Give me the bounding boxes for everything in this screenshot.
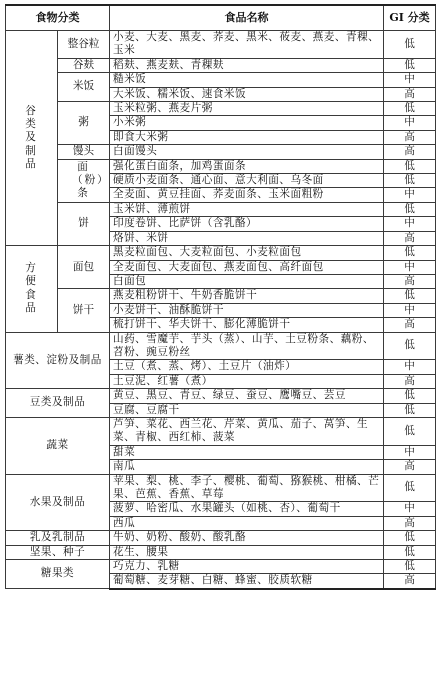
food-name-cell: 芦笋、菜花、西兰花、芹菜、黄瓜、茄子、莴笋、生菜、青椒、西红柿、菠菜	[110, 417, 384, 445]
table-row	[6, 31, 436, 59]
gi-cell: 高	[384, 231, 436, 245]
table-row	[6, 417, 436, 445]
gi-cell: 低	[384, 31, 436, 59]
table-row	[6, 545, 436, 559]
food-name-cell: 土豆泥、红薯（煮）	[110, 374, 384, 388]
food-name-cell: 小米粥	[110, 116, 384, 130]
food-name-cell: 山药、雪魔芋、芋头（蒸）、山芋、土豆粉条、藕粉、苕粉、豌豆粉丝	[110, 332, 384, 360]
food-name-cell: 甜菜	[110, 445, 384, 459]
gi-cell: 高	[384, 145, 436, 159]
table-row	[6, 58, 436, 72]
food-name-cell: 印度卷饼、比萨饼（含乳酪）	[110, 217, 384, 231]
gi-cell: 低	[384, 102, 436, 116]
gi-cell: 低	[384, 560, 436, 574]
gi-cell: 中	[384, 116, 436, 130]
gi-cell: 高	[384, 87, 436, 101]
food-name-cell: 玉米粒粥、燕麦片粥	[110, 102, 384, 116]
gi-cell: 低	[384, 202, 436, 216]
subcategory-cell: 馒头	[58, 145, 110, 159]
gi-cell: 低	[384, 417, 436, 445]
gi-cell: 高	[384, 318, 436, 332]
table-row	[6, 102, 436, 116]
subcategory-cell: 谷麸	[58, 58, 110, 72]
food-name-cell: 牛奶、奶粉、酸奶、酸乳酪	[110, 531, 384, 545]
gi-cell: 低	[384, 332, 436, 360]
food-name-cell: 大米饭、糯米饭、速食米饭	[110, 87, 384, 101]
table-row	[6, 73, 436, 87]
gi-cell: 中	[384, 260, 436, 274]
table-row	[6, 202, 436, 216]
gi-cell: 中	[384, 73, 436, 87]
gi-cell: 低	[384, 159, 436, 173]
food-name-cell: 烙饼、米饼	[110, 231, 384, 245]
category-cell: 谷类及制品	[6, 31, 58, 246]
table-header-row	[6, 5, 436, 31]
gi-cell: 中	[384, 502, 436, 516]
food-name-cell: 巧克力、乳糖	[110, 560, 384, 574]
gi-cell: 高	[384, 574, 436, 589]
food-name-cell: 燕麦粗粉饼干、牛奶香脆饼干	[110, 289, 384, 303]
gi-cell: 高	[384, 516, 436, 530]
table-row	[6, 289, 436, 303]
food-name-cell: 花生、腰果	[110, 545, 384, 559]
gi-cell: 低	[384, 403, 436, 417]
gi-cell: 低	[384, 246, 436, 260]
food-name-cell: 即食大米粥	[110, 130, 384, 144]
subcategory-cell: 饼干	[58, 289, 110, 332]
food-name-cell: 土豆（煮、蒸、烤）、土豆片（油炸）	[110, 360, 384, 374]
gi-cell: 低	[384, 474, 436, 502]
category-cell: 乳及乳制品	[6, 531, 110, 545]
category-cell: 薯类、淀粉及制品	[6, 332, 110, 389]
gi-cell: 低	[384, 174, 436, 188]
header-food-name: 食品名称	[110, 5, 384, 31]
gi-cell: 中	[384, 445, 436, 459]
table-row	[6, 474, 436, 502]
table-row	[6, 560, 436, 574]
food-name-cell: 强化蛋白面条，加鸡蛋面条	[110, 159, 384, 173]
food-name-cell: 菠萝、哈密瓜、水果罐头（如桃、杏）、葡萄干	[110, 502, 384, 516]
gi-cell: 低	[384, 531, 436, 545]
gi-cell: 低	[384, 58, 436, 72]
header-gi-class: GI 分类	[384, 5, 436, 31]
category-cell: 蔬菜	[6, 417, 110, 474]
food-name-cell: 葡萄糖、麦芽糖、白糖、蜂蜜、胶质软糖	[110, 574, 384, 589]
category-cell: 豆类及制品	[6, 389, 110, 418]
subcategory-cell: 面包	[58, 246, 110, 289]
food-name-cell: 全麦面包、大麦面包、燕麦面包、高纤面包	[110, 260, 384, 274]
table-row	[6, 145, 436, 159]
food-name-cell: 梳打饼干、华夫饼干、膨化薄脆饼干	[110, 318, 384, 332]
subcategory-cell: 饼	[58, 202, 110, 245]
food-name-cell: 稻麸、燕麦麸、青稞麸	[110, 58, 384, 72]
table-row	[6, 332, 436, 360]
gi-table	[5, 4, 436, 590]
gi-cell: 低	[384, 545, 436, 559]
gi-cell: 高	[384, 274, 436, 288]
subcategory-cell: 米饭	[58, 73, 110, 102]
food-name-cell: 全麦面、黄豆挂面、荞麦面条、玉米面粗粉	[110, 188, 384, 202]
gi-cell: 中	[384, 360, 436, 374]
table-row	[6, 389, 436, 403]
header-category: 食物分类	[6, 5, 110, 31]
food-name-cell: 西瓜	[110, 516, 384, 530]
table-row	[6, 159, 436, 173]
food-name-cell: 南瓜	[110, 460, 384, 474]
category-cell: 糖果类	[6, 560, 110, 589]
category-cell: 水果及制品	[6, 474, 110, 531]
gi-cell: 中	[384, 303, 436, 317]
food-name-cell: 小麦、大麦、黑麦、荞麦、黑米、莜麦、燕麦、青稞、玉米	[110, 31, 384, 59]
food-name-cell: 硬质小麦面条、通心面、意大利面、乌冬面	[110, 174, 384, 188]
subcategory-cell: 整谷粒	[58, 31, 110, 59]
category-cell: 坚果、种子	[6, 545, 110, 559]
category-cell: 方便食品	[6, 246, 58, 332]
gi-cell: 中	[384, 188, 436, 202]
food-name-cell: 白面包	[110, 274, 384, 288]
food-name-cell: 苹果、梨、桃、李子、樱桃、葡萄、猕猴桃、柑橘、芒果、芭蕉、香蕉、草莓	[110, 474, 384, 502]
gi-cell: 高	[384, 130, 436, 144]
food-name-cell: 黑麦粒面包、大麦粒面包、小麦粒面包	[110, 246, 384, 260]
food-name-cell: 黄豆、黑豆、青豆、绿豆、蚕豆、鹰嘴豆、芸豆	[110, 389, 384, 403]
subcategory-cell: 粥	[58, 102, 110, 145]
gi-cell: 低	[384, 289, 436, 303]
gi-cell: 高	[384, 374, 436, 388]
table-row	[6, 531, 436, 545]
food-name-cell: 小麦饼干、油酥脆饼干	[110, 303, 384, 317]
table-row	[6, 246, 436, 260]
subcategory-cell: 面（粉）条	[58, 159, 110, 202]
gi-cell: 高	[384, 460, 436, 474]
gi-cell: 低	[384, 389, 436, 403]
gi-cell: 中	[384, 217, 436, 231]
food-name-cell: 玉米饼、薄煎饼	[110, 202, 384, 216]
food-name-cell: 豆腐、豆腐干	[110, 403, 384, 417]
food-name-cell: 糙米饭	[110, 73, 384, 87]
food-name-cell: 白面馒头	[110, 145, 384, 159]
